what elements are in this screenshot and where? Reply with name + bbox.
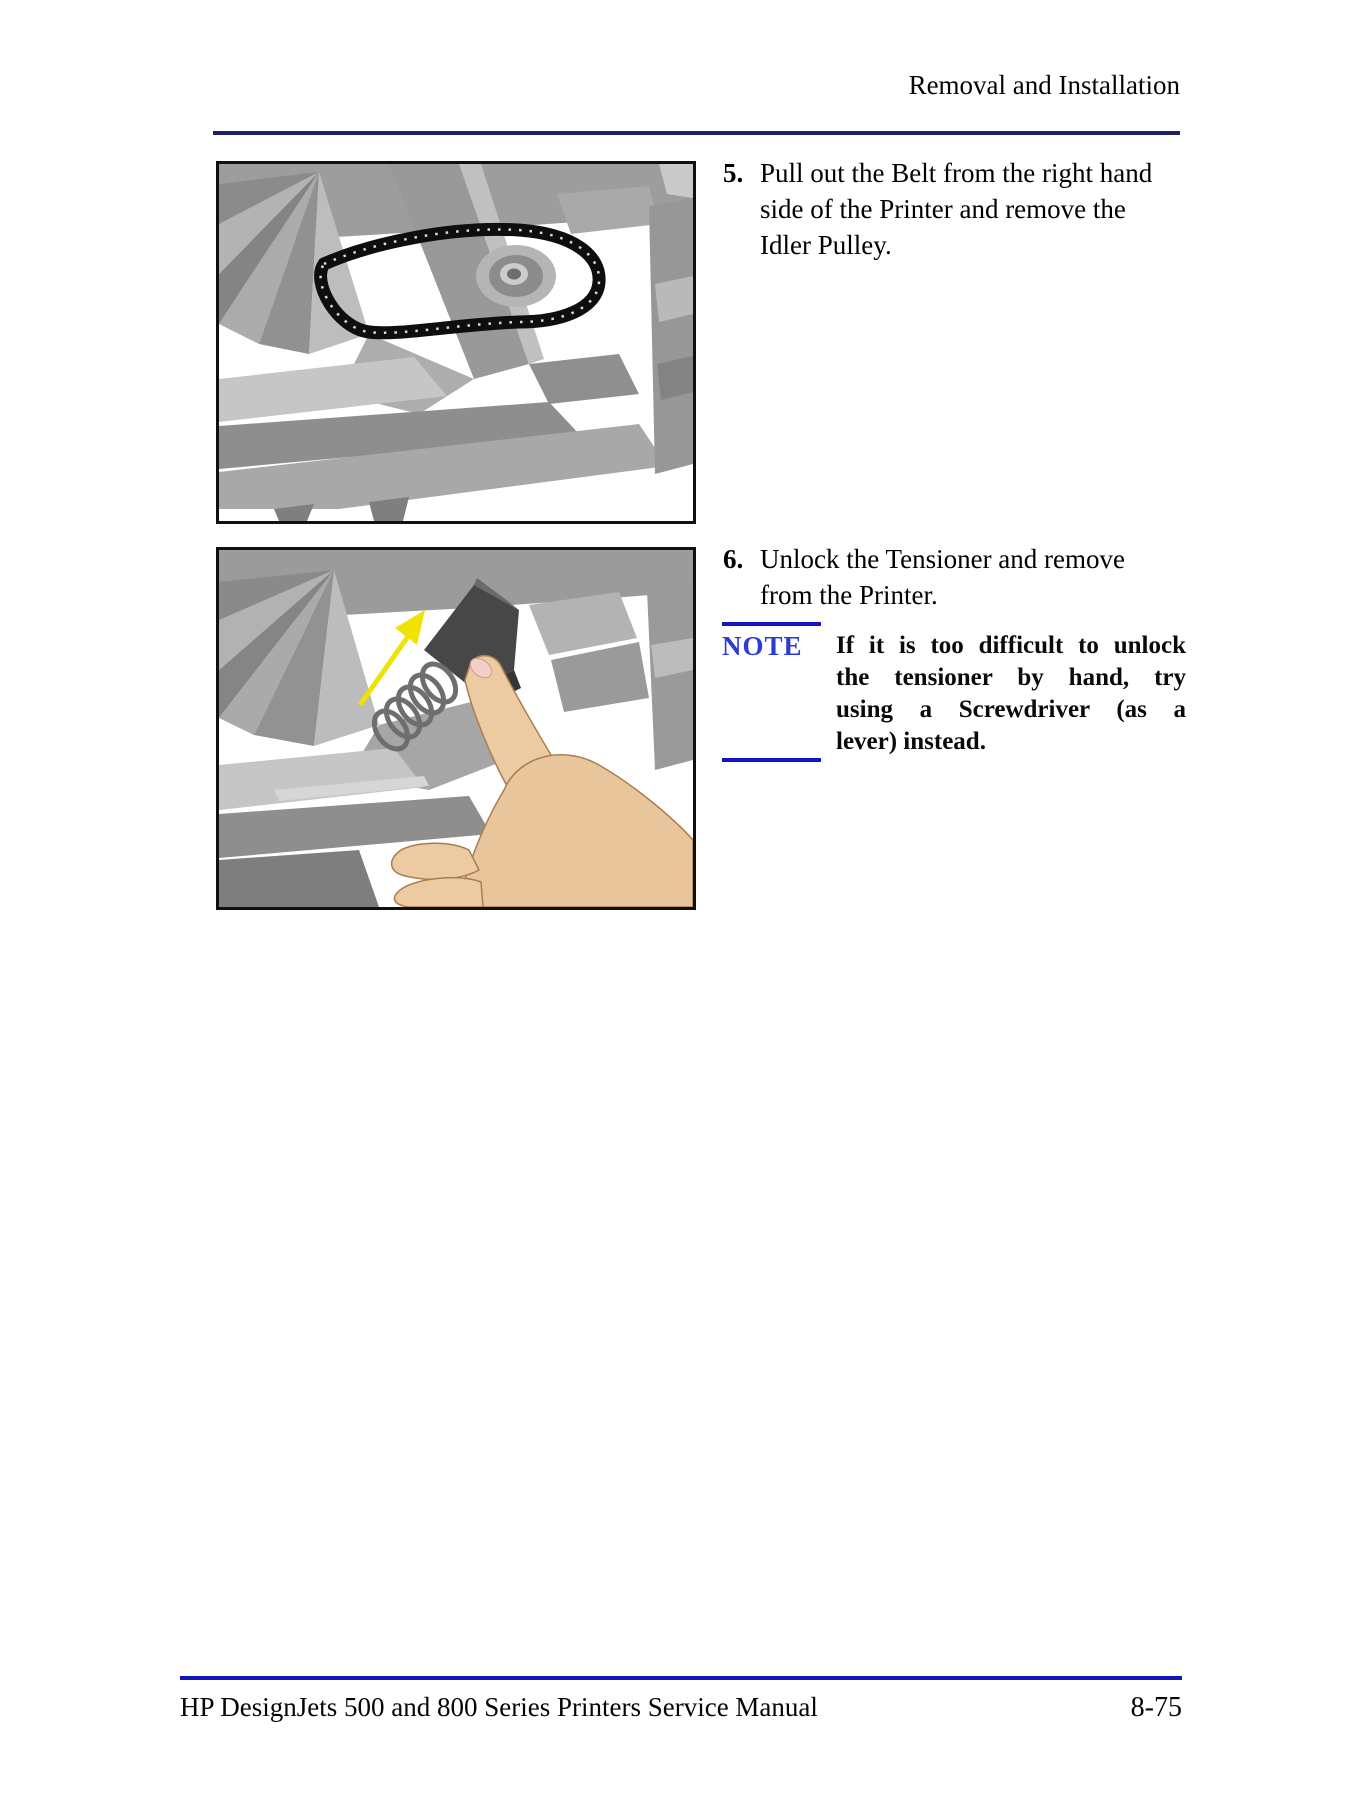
note-text-line: the tensioner by hand, try (836, 664, 1186, 691)
step-5-text-line: Pull out the Belt from the right hand (760, 158, 1153, 188)
footer-manual-title: HP DesignJets 500 and 800 Series Printers Service Manual (180, 1692, 818, 1722)
note-top-rule (722, 622, 821, 626)
step-5-text-line: Idler Pulley. (760, 230, 892, 260)
note-text-line: lever) instead. (836, 728, 986, 755)
footer-divider (180, 1676, 1182, 1680)
note-text-line: using a Screwdriver (as a (836, 696, 1186, 723)
note-body (836, 630, 1186, 758)
note-text-line: If it is too difficult to unlock (836, 632, 1186, 659)
belt-idler-pulley-drawing (219, 164, 693, 521)
step-5 (723, 155, 1193, 263)
page-header-title: Removal and Installation (908, 70, 1180, 100)
step-5-number: 5. (723, 158, 744, 188)
figure-unlock-tensioner (216, 547, 696, 910)
step-5-text-line: side of the Printer and remove the (760, 194, 1126, 224)
figure-belt-idler-pulley (216, 161, 696, 524)
footer-page-number: 8-75 (1130, 1692, 1182, 1723)
note-label: NOTE (722, 631, 803, 661)
step-6-text-line: from the Printer. (760, 580, 938, 610)
page-footer (180, 1692, 1182, 1724)
idler-pulley (476, 245, 556, 307)
step-6-number: 6. (723, 544, 744, 574)
note-bottom-rule (722, 758, 821, 762)
step-6-text-line: Unlock the Tensioner and remove (760, 544, 1126, 574)
unlock-tensioner-drawing (219, 550, 693, 907)
step-6 (723, 541, 1193, 613)
header-divider (213, 131, 1180, 135)
